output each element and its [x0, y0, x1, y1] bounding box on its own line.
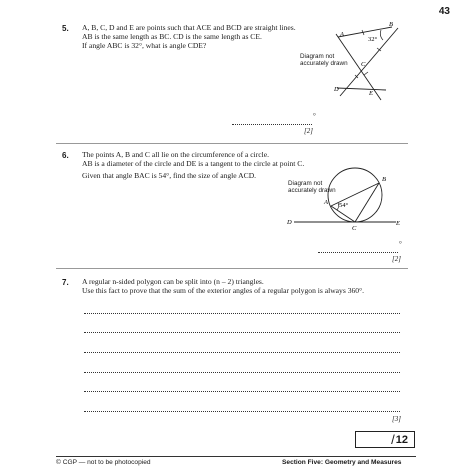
- question-7-marks: [3]: [392, 415, 401, 423]
- question-5-number: 5.: [62, 24, 69, 33]
- question-7-answer-line-1[interactable]: [84, 313, 400, 314]
- question-5-line-3: If angle ABC is 32°, what is angle CDE?: [82, 41, 207, 51]
- note-line-2: accurately drawn: [300, 60, 348, 68]
- point-b-label: B: [382, 176, 386, 183]
- question-5-marks: [2]: [304, 127, 313, 135]
- question-6-line-1: The points A, B and C all lie on the circumference of a circle.: [82, 150, 270, 159]
- question-5-answer-unit: °: [313, 112, 316, 120]
- question-7-answer-line-2[interactable]: [84, 332, 400, 333]
- point-b-label: B: [389, 21, 393, 28]
- question-5-line-2: AB is the same length as BC. CD is the same length as CE.: [82, 32, 262, 42]
- point-a-label: A: [324, 199, 328, 206]
- point-d-label: D: [334, 86, 339, 93]
- footer-copyright: © CGP — not to be photocopied: [56, 459, 151, 466]
- footer-rule: [56, 456, 416, 457]
- question-7-answer-line-5[interactable]: [84, 391, 400, 392]
- divider-2: [56, 268, 408, 269]
- question-5-line-1: A, B, C, D and E are points such that ACE and BCD are straight lines.: [82, 23, 296, 32]
- question-7-line-2: Use this fact to prove that the sum of the exterior angles of a regular polygon is always 360°.: [82, 286, 365, 296]
- note-line-1: Diagram not: [300, 53, 335, 60]
- question-6-answer-line[interactable]: [318, 252, 398, 253]
- score-total: 12: [395, 433, 408, 446]
- question-6-marks: [2]: [392, 255, 401, 263]
- angle-a-label: 54°: [339, 202, 349, 209]
- point-d-label: D: [287, 219, 292, 226]
- question-7-line-1: A regular n-sided polygon can be split into (n – 2) triangles.: [82, 277, 264, 286]
- point-c-label: C: [361, 61, 366, 68]
- question-7-answer-line-3[interactable]: [84, 352, 400, 353]
- question-6-answer-unit: °: [399, 240, 402, 248]
- circle: [328, 168, 382, 222]
- score-box: [355, 431, 415, 448]
- note-line-1: Diagram not: [288, 180, 323, 187]
- question-7-answer-line-4[interactable]: [84, 372, 400, 373]
- question-7-number: 7.: [62, 278, 69, 287]
- note-line-2: accurately drawn: [288, 187, 336, 195]
- footer-section: Section Five: Geometry and Measures: [282, 459, 402, 466]
- point-a-label: A: [340, 31, 344, 38]
- point-e-label: E: [369, 90, 373, 97]
- page-number: 43: [438, 6, 450, 17]
- question-6-number: 6.: [62, 151, 69, 160]
- question-7-answer-line-6[interactable]: [84, 411, 400, 412]
- angle-b-label: 32°: [368, 36, 378, 43]
- point-c-label: C: [352, 225, 357, 232]
- question-6-line-2: AB is a diameter of the circle and DE is a tangent to the circle at point C.: [82, 159, 305, 169]
- score-slash: /: [391, 432, 395, 447]
- question-7-text: [82, 277, 364, 295]
- point-e-label: E: [396, 220, 400, 227]
- question-6-line-3: Given that angle BAC is 54°, find the size of angle ACD.: [82, 171, 257, 181]
